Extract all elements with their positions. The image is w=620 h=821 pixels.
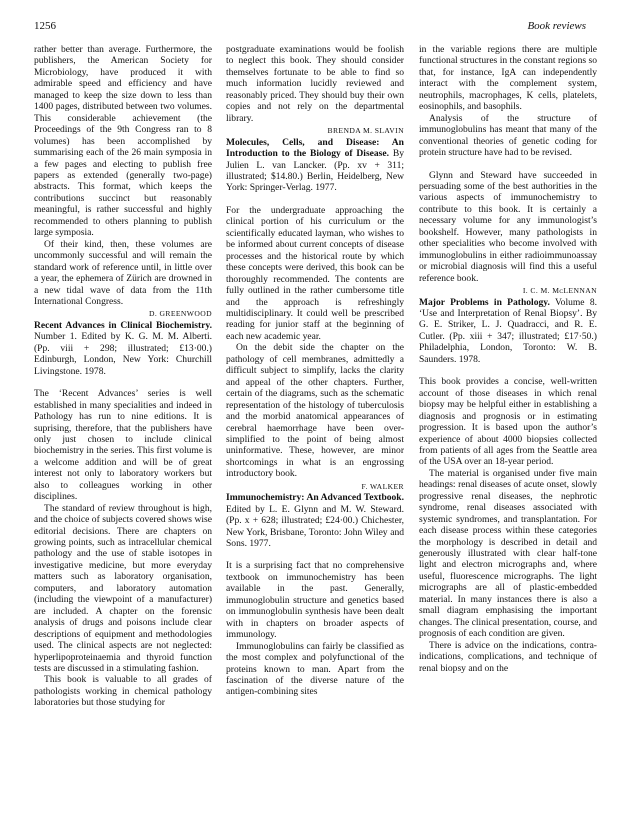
paragraph: postgraduate examinations would be foolish to neglect this book. They should consider themselves fortunate to be able to find so much information lucidly reviewed and reasonably priced. They should buy their own copies and not rely on the departmental library. — [226, 44, 404, 124]
review-heading — [226, 492, 404, 549]
paragraph: The ‘Recent Advances’ series is well established in many specialities and indeed in Pathology has run to nine editions. It is suprising, therefore, that the publishers have only just chosen to include clinical biochemistry in the series. This first volume is a welcome addition and will be of great interest not only to laboratory workers but also to colleagues working in other disciplines. — [34, 388, 212, 503]
reviewer-signature: D. GREENWOOD — [148, 309, 212, 319]
running-head: Book reviews — [527, 20, 586, 32]
reviewer-signature: BRENDA M. SLAVIN — [327, 126, 404, 136]
review-heading — [34, 320, 212, 377]
book-details: Number 1. Edited by K. G. M. M. Alberti. (Pp. viii + 298; illustrated; £13·00.) Edinburgh, London, New York: Churchill Livingstone. 1978. — [34, 331, 212, 377]
book-details: Edited by L. E. Glynn and M. W. Steward. (Pp. x + 628; illustrated; £24·00.) Chichester, New York, Brisbane, Toronto: John Wiley and Sons. 1977. — [226, 503, 404, 550]
book-title: Recent Advances in Clinical Biochemistry. — [34, 319, 212, 331]
paragraph: It is a surprising fact that no comprehensive textbook on immunochemistry has been available in the past. Generally, immunoglobulin structure and genetics based on immunoglobulin synthesis have been dealt with in chapters on broader aspects of immunology. — [226, 560, 404, 641]
paragraph: in the variable regions there are multiple functional structures in the constant regions so that, for instance, IgA can independently interact with the complement system, neutrophils, macrophages, K cells, platelets, eosinophils, and basophils. — [419, 44, 597, 113]
paragraph: Glynn and Steward have succeeded in persuading some of the best authorities in the various aspects of immunochemistry to contribute to this book. It is certainly a necessary volume for any immunologist’s bookshelf. However, many pathologists in other specialities who become involved with immunoglobulins in either radioimmunoassay or microbial diagnosis will find this a useful reference book. — [419, 169, 597, 284]
book-title: Molecules, Cells, and Disease: An Introduction to the Biology of Disease. — [226, 136, 404, 160]
review-heading — [419, 297, 597, 366]
paragraph: For the undergraduate approaching the clinical portion of his curriculum or the scientifically educated layman, who wishes to be informed about current concepts of disease processes and the historical route by which these concepts were derived, this book can be thoroughly recommended. The contents are fully outlined in the rather cumbersome title and the approach is refreshingly multidisciplinary. It could well be prescribed reading for junior staff at the beginning of each new academic year. — [226, 204, 404, 342]
paragraph: rather better than average. Furthermore, the publishers, the American Society for Microbiology, have produced it with admirable speed and efficiency and have managed to keep the size down to less than 1400 pages, distributed between two volumes. This considerable achievement (the Proceedings of the 9th Congress ran to 8 volumes) has been accomplished by summarising each of the 26 main symposia in a few pages and electing to publish free papers as extended (generally two-page) abstracts. This format, which keeps the contributions succinct but reasonably meaningful, is rather successful and highly recommended to others planning to publish large symposia. — [34, 44, 212, 239]
book-details: Volume 8. ‘Use and Interpretation of Renal Biopsy’. By G. E. Striker, L. J. Quadracci, and R. E. Cutler. (Pp. xiii + 347; illustrated; £17·50.) Philadelphia, London, Toronto: W. B. Saunders. 1978. — [419, 296, 597, 365]
paragraph: Immunoglobulins can fairly be classified as the most complex and polyfunctional of the proteins known to man. Apart from the fascination of the diverse nature of the antigen-combining sites — [226, 640, 404, 698]
book-details: By Julien L. van Lancker. (Pp. xv + 311; illustrated; $14.80.) Berlin, Heidelberg, New York: Springer-Verlag. 1977. — [226, 148, 404, 194]
book-title: Major Problems in Pathology. — [419, 296, 550, 308]
review-heading — [226, 137, 404, 194]
paragraph: This book is valuable to all grades of pathologists working in chemical pathology laboratories but those studying for — [34, 674, 212, 709]
reviewer-signature: I. C. M. MᴄLENNAN — [522, 286, 597, 296]
reviewer-signature: F. WALKER — [361, 481, 404, 491]
column-3 — [419, 44, 597, 674]
paragraph: There is advice on the indications, contra-indications, complications, and technique of renal biopsy and on the — [419, 639, 597, 674]
paragraph: Analysis of the structure of immunoglobulins has meant that many of the conventional theories of genetic coding for protein structure have had to be revised. — [419, 112, 597, 159]
paragraph: Of their kind, then, these volumes are uncommonly successful and will remain the standard work of reference until, in little over a year, the ephemera of Zürich are drowned in a new tidal wave of data from the 11th International Congress. — [34, 238, 212, 307]
paragraph: The material is organised under five main headings: renal diseases of acute onset, slowly progressive renal diseases, the nephrotic syndrome, renal diseases associated with systemic syndromes, and transplantation. For each disease process within these categories the morphology is described in detail and generously illustrated with clear half-tone light and electron micrographs and, where useful, fluorescence micrographs. The light micrographs are all of plastic-embedded material. In many instances there is also a small diagram emphasising the important changes. The clinical presentation, course, and prognosis of each condition are given. — [419, 467, 597, 640]
paragraph: This book provides a concise, well-written account of those diseases in which renal biopsy may be helpful either in establishing a diagnosis and prognosis or in estimating progression. It is based upon the author’s experience of about 4000 biopsies collected from patients of all ages from the Seattle area of the USA over an 18-year period. — [419, 376, 597, 468]
paragraph: On the debit side the chapter on the pathology of cell membranes, admittedly a difficult subject to simplify, lacks the clarity and appeal of the other chapters. Further, certain of the diagrams, such as the schematic representation of the histology of tuberculosis and the morbid anatomical appearances of cerebral haemorrhage have been over-simplified to the point of being almost uninformative. These, however, are minor shortcomings in what is an engrossing introductory book. — [226, 342, 404, 480]
paragraph: The standard of review throughout is high, and the choice of subjects covered shows wise editorial decisions. There are chapters on growing points, such as intracellular chemical pathology and the use of stable isotopes in investigative medicine, but more everyday matters such as laboratory organisation, computers, and laboratory automation (including the viewpoint of a manufacturer) are included. A chapter on the forensic analysis of drugs and poisons include clear descriptions of equipment and methodologies used. The clinical aspects are not neglected: hyperlipoproteinaemia and thyroid function tests are discussed in a stimulating fashion. — [34, 502, 212, 675]
book-title: Immunochemistry: An Advanced Textbook. — [226, 492, 404, 504]
column-1 — [34, 44, 212, 709]
column-2 — [226, 44, 404, 698]
page-number: 1256 — [34, 20, 56, 32]
